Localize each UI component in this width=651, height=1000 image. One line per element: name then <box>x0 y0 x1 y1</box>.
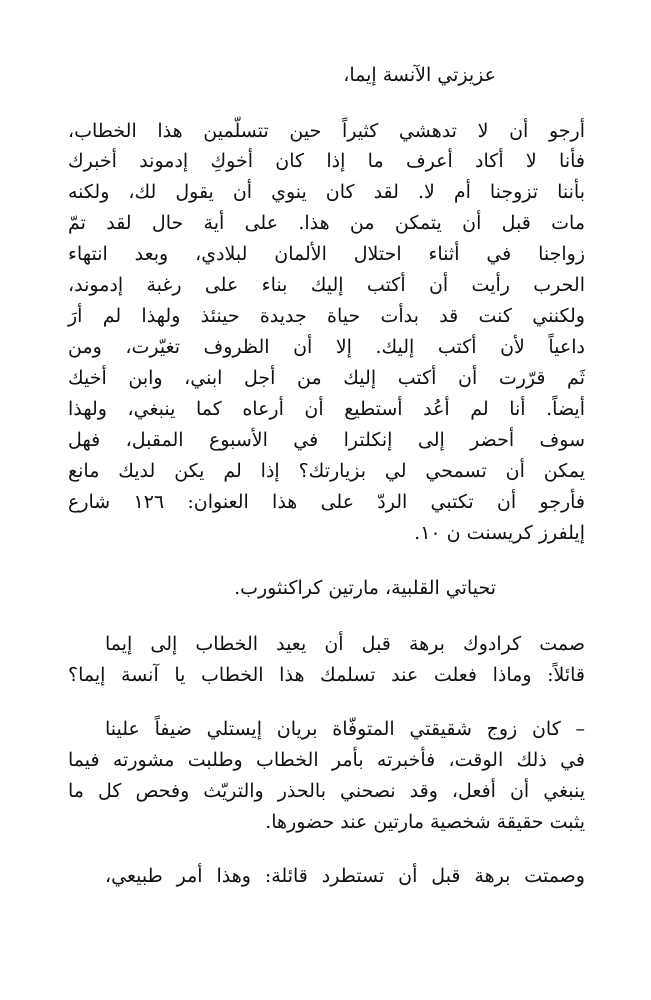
letter-line: أرجو أن لا تدهشي كثيراً حين تتسلّمين هذا الخطاب، <box>68 120 585 142</box>
letter-closing: تحياتي القلبية، مارتين كراكنثورب. <box>234 577 496 599</box>
letter-line: يمكن أن تسمحي لي بزيارتك؟ إذا لم يكن لديك مانع <box>68 460 585 482</box>
letter-line: الحرب رأيت أن أكتب إليك بناء على رغبة إدموند، <box>68 274 585 296</box>
letter-line: مات قبل أن يتمكن من هذا. على أية حال لقد تمّ <box>68 212 585 234</box>
paragraph-line: في ذلك الوقت، فأخبرته بأمر الخطاب وطلبت مشورته فيما <box>68 749 585 771</box>
letter-line: زواجنا في أثناء احتلال الألمان لبلادي، وبعد انتهاء <box>68 243 585 265</box>
paragraph-line: قائلاً: وماذا فعلت عند تسلمك هذا الخطاب يا آنسة إيما؟ <box>68 664 585 686</box>
paragraph-line: صمت كرادوك برهة قبل أن يعيد الخطاب إلى إيما <box>105 633 585 655</box>
letter-line: بأننا تزوجنا أم لا. لقد كان ينوي أن يقول لك، ولكنه <box>68 181 585 203</box>
letter-line: ولكنني كنت قد بدأت حياة جديدة حينئذ ولهذا لم أرَ <box>68 305 585 327</box>
letter-line: فأرجو أن تكتبي الردّ على هذا العنوان: ١٢٦ شارع <box>68 491 585 513</box>
letter-line: ثَم قرّرت أن أكتب إليك من أجل ابني، وابن أخيك <box>68 367 585 389</box>
paragraph-line: – كان زوج شقيقتي المتوفّاة بريان إيستلي ضيفاً علينا <box>105 718 585 740</box>
paragraph-line: وصمتت برهة قبل أن تستطرد قائلة: وهذا أمر طبيعي، <box>105 865 585 887</box>
letter-line: داعياً لأن أكتب إليك. إلا أن الظروف تغيّرت، ومن <box>68 336 585 358</box>
paragraph-line: ينبغي أن أفعل، وقد نصحني بالحذر والتريّث وفحص كل ما <box>68 780 585 802</box>
letter-line: سوف أحضر إلى إنكلترا في الأسبوع المقبل، فهل <box>68 429 585 451</box>
paragraph-line: يثبت حقيقة شخصية مارتين عند حضورها. <box>265 811 585 833</box>
letter-line: إيلفرز كريسنت ن ١٠. <box>414 522 585 544</box>
letter-salutation: عزيزتي الآنسة إيما، <box>343 64 496 86</box>
letter-line: أيضاً. أنا لم أعُد أستطيع أن أرعاه كما ينبغي، ولهذا <box>68 398 585 420</box>
letter-line: فأنا لا أكاد أعرف ما إذا كان أخوكِ إدموند أخبرك <box>68 150 585 172</box>
